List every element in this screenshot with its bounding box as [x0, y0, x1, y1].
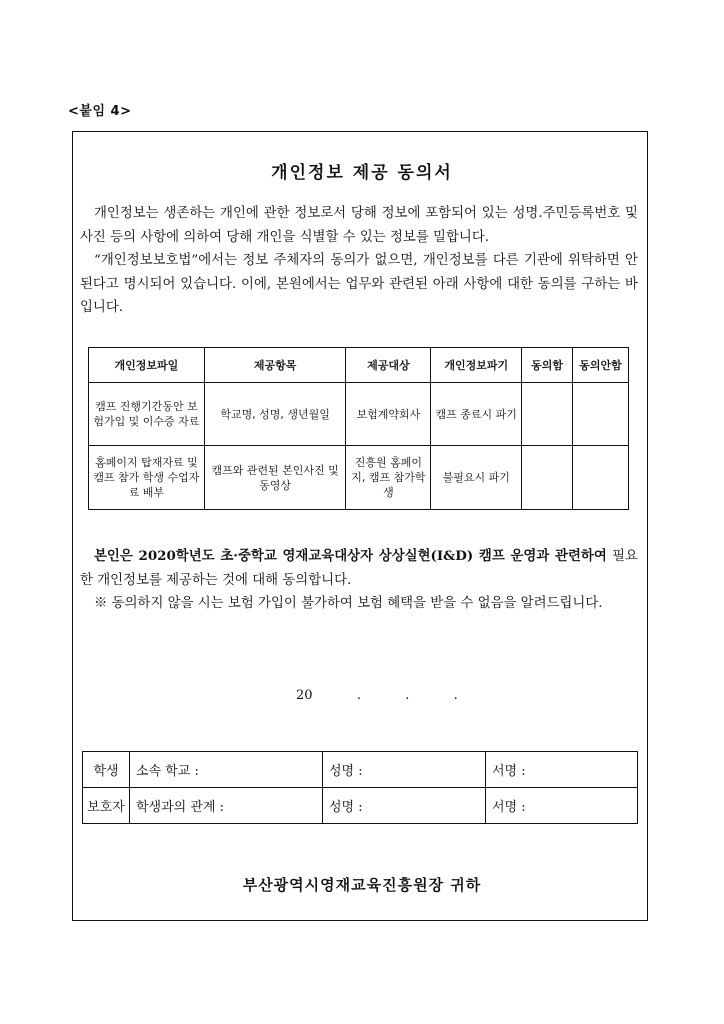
date-year-field[interactable]: 20 — [296, 688, 313, 703]
student-signature-row — [83, 752, 638, 788]
agreement-section — [80, 545, 638, 616]
student-name-field[interactable]: 성명 : — [323, 752, 486, 788]
guardian-relation-field[interactable]: 학생과의 관계 : — [130, 788, 323, 824]
header-items: 제공항목 — [204, 348, 346, 383]
agreement-lead-rest: 필요한 개인정보를 제공하는 것에 대해 동의합니다. — [80, 549, 638, 588]
agree-checkbox-cell[interactable] — [522, 383, 573, 446]
date-separator-day: . — [453, 688, 458, 703]
header-disagree: 동의안함 — [573, 348, 629, 383]
signature-table — [82, 751, 638, 824]
guardian-role-label: 보호자 — [83, 788, 130, 824]
header-target: 제공대상 — [346, 348, 431, 383]
date-separator-year: . — [356, 688, 361, 703]
date-separator-month: . — [405, 688, 410, 703]
cell-items: 학교명, 성명, 생년월일 — [204, 383, 346, 446]
intro-paragraph-definition: 개인정보는 생존하는 개인에 관한 정보로서 당해 정보에 포함되어 있는 성명.주민등록번호 및 사진 등의 사항에 의하여 당해 개인을 식별할 수 있는 정보를 밀합니다. — [80, 206, 638, 245]
student-role-label: 학생 — [83, 752, 130, 788]
guardian-name-field[interactable]: 성명 : — [323, 788, 486, 824]
consent-table-header-row — [89, 348, 629, 383]
student-sign-field[interactable]: 서명 : — [486, 752, 638, 788]
agreement-lead-bold: 본인은 2020학년도 초·중학교 영재교육대상자 상상실현(I&D) 캠프 운영과 관련하여 — [94, 548, 607, 564]
cell-target: 보험계약회사 — [346, 383, 431, 446]
consent-table — [88, 347, 629, 510]
document-title: 개인정보 제공 동의서 — [271, 163, 453, 183]
header-agree: 동의함 — [522, 348, 573, 383]
header-file: 개인정보파일 — [89, 348, 205, 383]
disagree-checkbox-cell[interactable] — [573, 446, 629, 510]
cell-disposal: 불필요시 파기 — [431, 446, 522, 510]
header-disposal: 개인정보파기 — [431, 348, 522, 383]
cell-items: 캠프와 관련된 본인사진 및 동영상 — [204, 446, 346, 510]
agreement-statement — [80, 545, 638, 592]
addressee: 부산광역시영재교육진흥원장 귀하 — [242, 876, 482, 894]
cell-file: 캠프 진행기간동안 보험가입 및 이수증 자료 — [89, 383, 205, 446]
intro-paragraph-law: “개인정보보호법”에서는 정보 주체자의 동의가 없으면, 개인정보를 다른 기관에 위탁하면 안 된다고 명시되어 있습니다. 이에, 본원에서는 업무와 관련된 아래 사항에 대한 동의를 구하는 바입니다. — [80, 253, 638, 316]
table-row — [89, 383, 629, 446]
attachment-label: <붙임 4> — [68, 104, 132, 119]
cell-file: 홈페이지 탑재자료 및 캠프 참가 학생 수업자료 배부 — [89, 446, 205, 510]
guardian-sign-field[interactable]: 서명 : — [486, 788, 638, 824]
guardian-signature-row — [83, 788, 638, 824]
cell-target: 진흥원 홈페이지, 캠프 참가학생 — [346, 446, 431, 510]
table-row — [89, 446, 629, 510]
agreement-note: ※ 동의하지 않을 시는 보험 가입이 불가하여 보험 혜택을 받을 수 없음을 알려드립니다. — [94, 596, 603, 612]
agree-checkbox-cell[interactable] — [522, 446, 573, 510]
date-line — [296, 688, 458, 703]
disagree-checkbox-cell[interactable] — [573, 383, 629, 446]
intro-section — [80, 202, 638, 320]
student-school-field[interactable]: 소속 학교 : — [130, 752, 323, 788]
cell-disposal: 캠프 종료시 파기 — [431, 383, 522, 446]
